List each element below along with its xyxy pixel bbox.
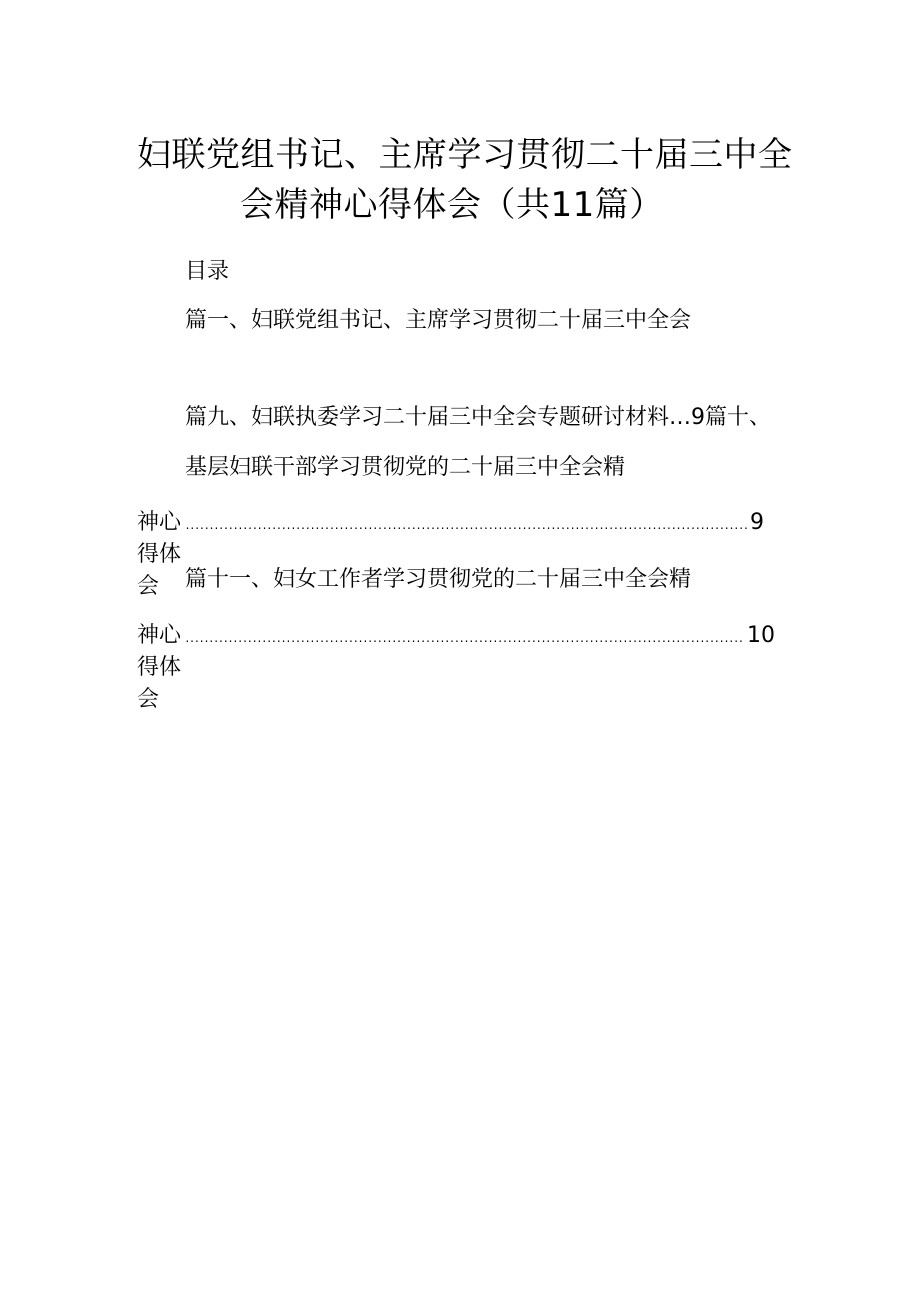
toc-entry-3-tail-text: 神心得体会 xyxy=(137,623,182,712)
toc-entry-3-page-number: 10 xyxy=(747,623,775,648)
toc-heading: 目录 xyxy=(185,259,230,284)
toc-entry-3-line-1[interactable]: 篇十一、妇女工作者学习贯彻党的二十届三中全会精 xyxy=(185,567,692,592)
toc-entry-2-line-1[interactable]: 篇九、妇联执委学习二十届三中全会专题研讨材料…9篇十、 xyxy=(185,405,771,430)
toc-leader-dots xyxy=(186,509,748,541)
toc-leader-dots xyxy=(185,622,745,654)
toc-entry-2-page-number: 9 xyxy=(750,510,764,535)
toc-entry-2-tail-text: 神心得体会 xyxy=(137,510,182,599)
toc-entry-2-line-2[interactable]: 基层妇联干部学习贯彻党的二十届三中全会精 xyxy=(185,455,626,480)
toc-entry-1[interactable]: 篇一、妇联党组书记、主席学习贯彻二十届三中全会 xyxy=(185,308,692,333)
document-title-line-1: 妇联党组书记、主席学习贯彻二十届三中全 xyxy=(137,135,793,175)
toc-entry-3-line-2[interactable] xyxy=(137,620,775,716)
document-title-line-2: 会精神心得体会（共11篇） xyxy=(240,185,664,225)
